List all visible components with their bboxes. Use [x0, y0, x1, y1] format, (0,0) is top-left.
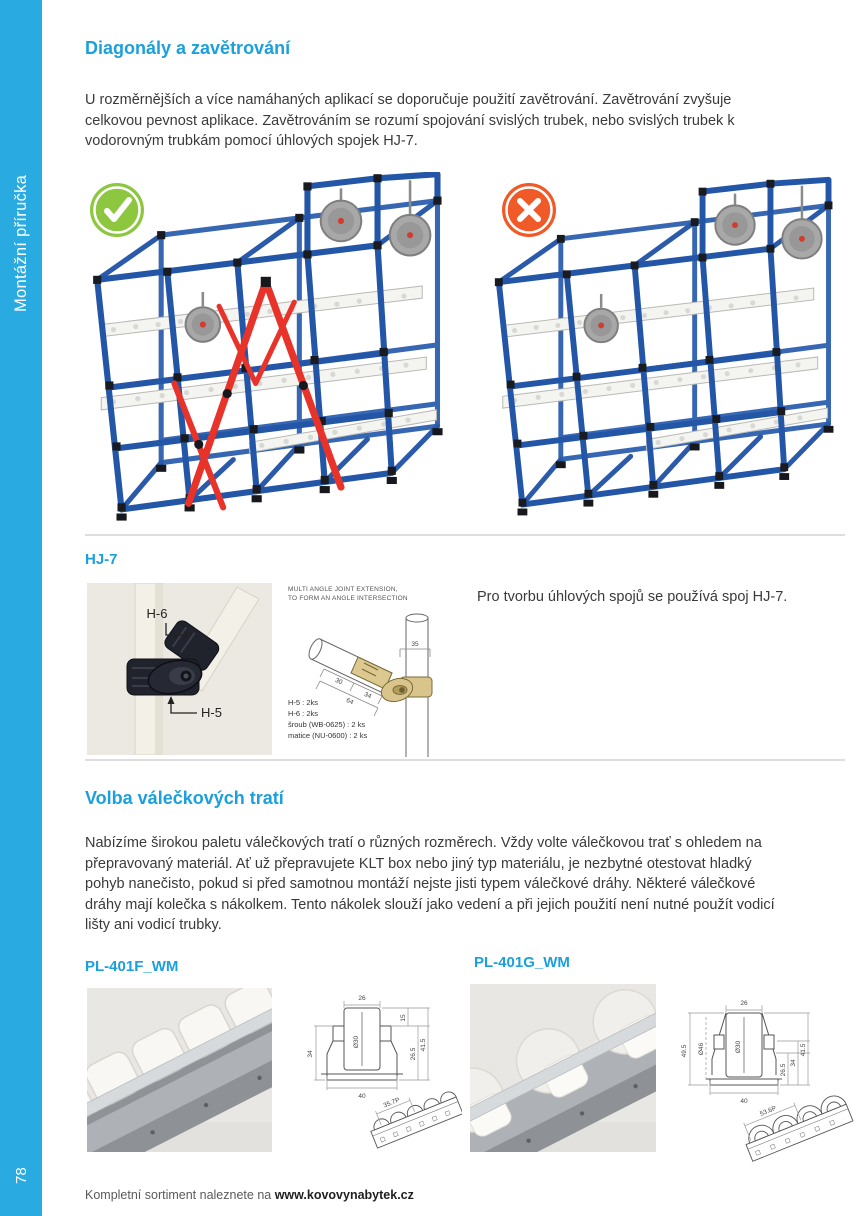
section-divider: [85, 534, 845, 536]
product-name-pl401g: PL-401G_WM: [474, 954, 570, 971]
page-number: 78: [12, 1167, 30, 1184]
dim-label: 41.5: [800, 1043, 807, 1057]
x-circle-icon: [500, 181, 558, 239]
dim-label: 26.5: [780, 1063, 787, 1077]
hj7-note: Pro tvorbu úhlových spojů se používá spoj HJ-7.: [477, 589, 788, 605]
footer-text: Kompletní sortiment naleznete na: [85, 1188, 275, 1202]
pl401f-photo: [87, 988, 272, 1152]
dim-label: Ø30: [353, 1035, 360, 1049]
hj7-photo-top-label: H-6: [146, 606, 168, 621]
dim-label: 26: [740, 1000, 748, 1007]
hj7-photo-figure: [87, 583, 272, 755]
section-divider: [85, 759, 845, 761]
dim-label: 26.5: [410, 1047, 417, 1061]
hj7-photo-bottom-label: H-5: [201, 705, 222, 720]
rollers-heading: Volba válečkových tratí: [85, 788, 284, 808]
hj7-heading: HJ-7: [85, 551, 118, 568]
pl401g-photo: [470, 984, 656, 1152]
parts-item: H-5 : 2ks: [288, 698, 319, 707]
parts-item: šroub (WB-0625) : 2 ks: [288, 720, 366, 729]
parts-item: H-6 : 2ks: [288, 709, 319, 718]
rollers-paragraph: Nabízíme širokou paletu válečkových tratí o různých rozměrech. Vždy volte válečkovou trať s ohledem na přepravovaný materiál. Ať už přepravujete KLT box nebo jiný typ materiálu, je nezbytné otestovat hladký pohyb nanečisto, pokud si před samotnou montáží nejste jisti typem válečkové dráhy. Některé válečkové dráhy mají kolečka s nákolkem. Tento nákolek slouží jako vedení a při jejich použití není nutné použít vodicí lišty ani vodicí trubky.: [85, 835, 775, 933]
dim-label: 30: [333, 676, 344, 687]
footer: [85, 1186, 414, 1204]
footer-link[interactable]: www.kovovynabytek.cz: [274, 1188, 414, 1202]
dim-label: 40: [358, 1093, 366, 1100]
dim-label: 64: [344, 696, 355, 707]
dim-label: Ø30: [735, 1040, 742, 1054]
dim-label: 35.7P: [382, 1096, 401, 1110]
sidebar-vertical-title: [0, 92, 42, 312]
dim-label: 40: [740, 1098, 748, 1105]
sidebar-title-text: Montážní příručka: [11, 174, 30, 312]
dim-label: 34: [362, 690, 373, 701]
dim-label: 15: [400, 1014, 407, 1022]
hj7-parts-list: [288, 697, 367, 741]
parts-item: matice (NU-0600) : 2 ks: [288, 731, 368, 740]
pl401g-drawing: [666, 995, 860, 1163]
sidebar-bar: [0, 0, 42, 1216]
dim-label: 34: [790, 1059, 797, 1067]
check-circle-icon: [88, 181, 146, 239]
product-name-pl401f: PL-401F_WM: [85, 958, 179, 975]
hj7-drawing-caption-line1: MULTI ANGLE JOINT EXTENSION,: [288, 586, 398, 593]
dim-label: Ø46: [698, 1042, 705, 1056]
dim-label: 26: [358, 995, 366, 1002]
dim-label: 49.5: [681, 1044, 688, 1058]
dim-label: 34: [307, 1050, 314, 1058]
hj7-drawing-figure: [288, 585, 463, 757]
dim-label: 35: [411, 641, 419, 648]
pl401f-drawing: [290, 990, 462, 1155]
intro-paragraph: U rozměrnějších a více namáhaných aplikací se doporučuje použití zavětrování. Zavětrování zvyšuje celkovou pevnost aplikace. Zavětrováním se rozumí spojování svislých trubek, nebo svislých trubek k vodorovným trubkám pomocí úhlových spojek HJ-7.: [85, 92, 735, 149]
page-title: Diagonály a zavětrování: [85, 38, 291, 58]
hj7-drawing-caption-line2: TO FORM AN ANGLE INTERSECTION: [288, 595, 408, 602]
dim-label: 41.5: [420, 1038, 427, 1052]
dim-label: 53.6P: [759, 1104, 778, 1118]
